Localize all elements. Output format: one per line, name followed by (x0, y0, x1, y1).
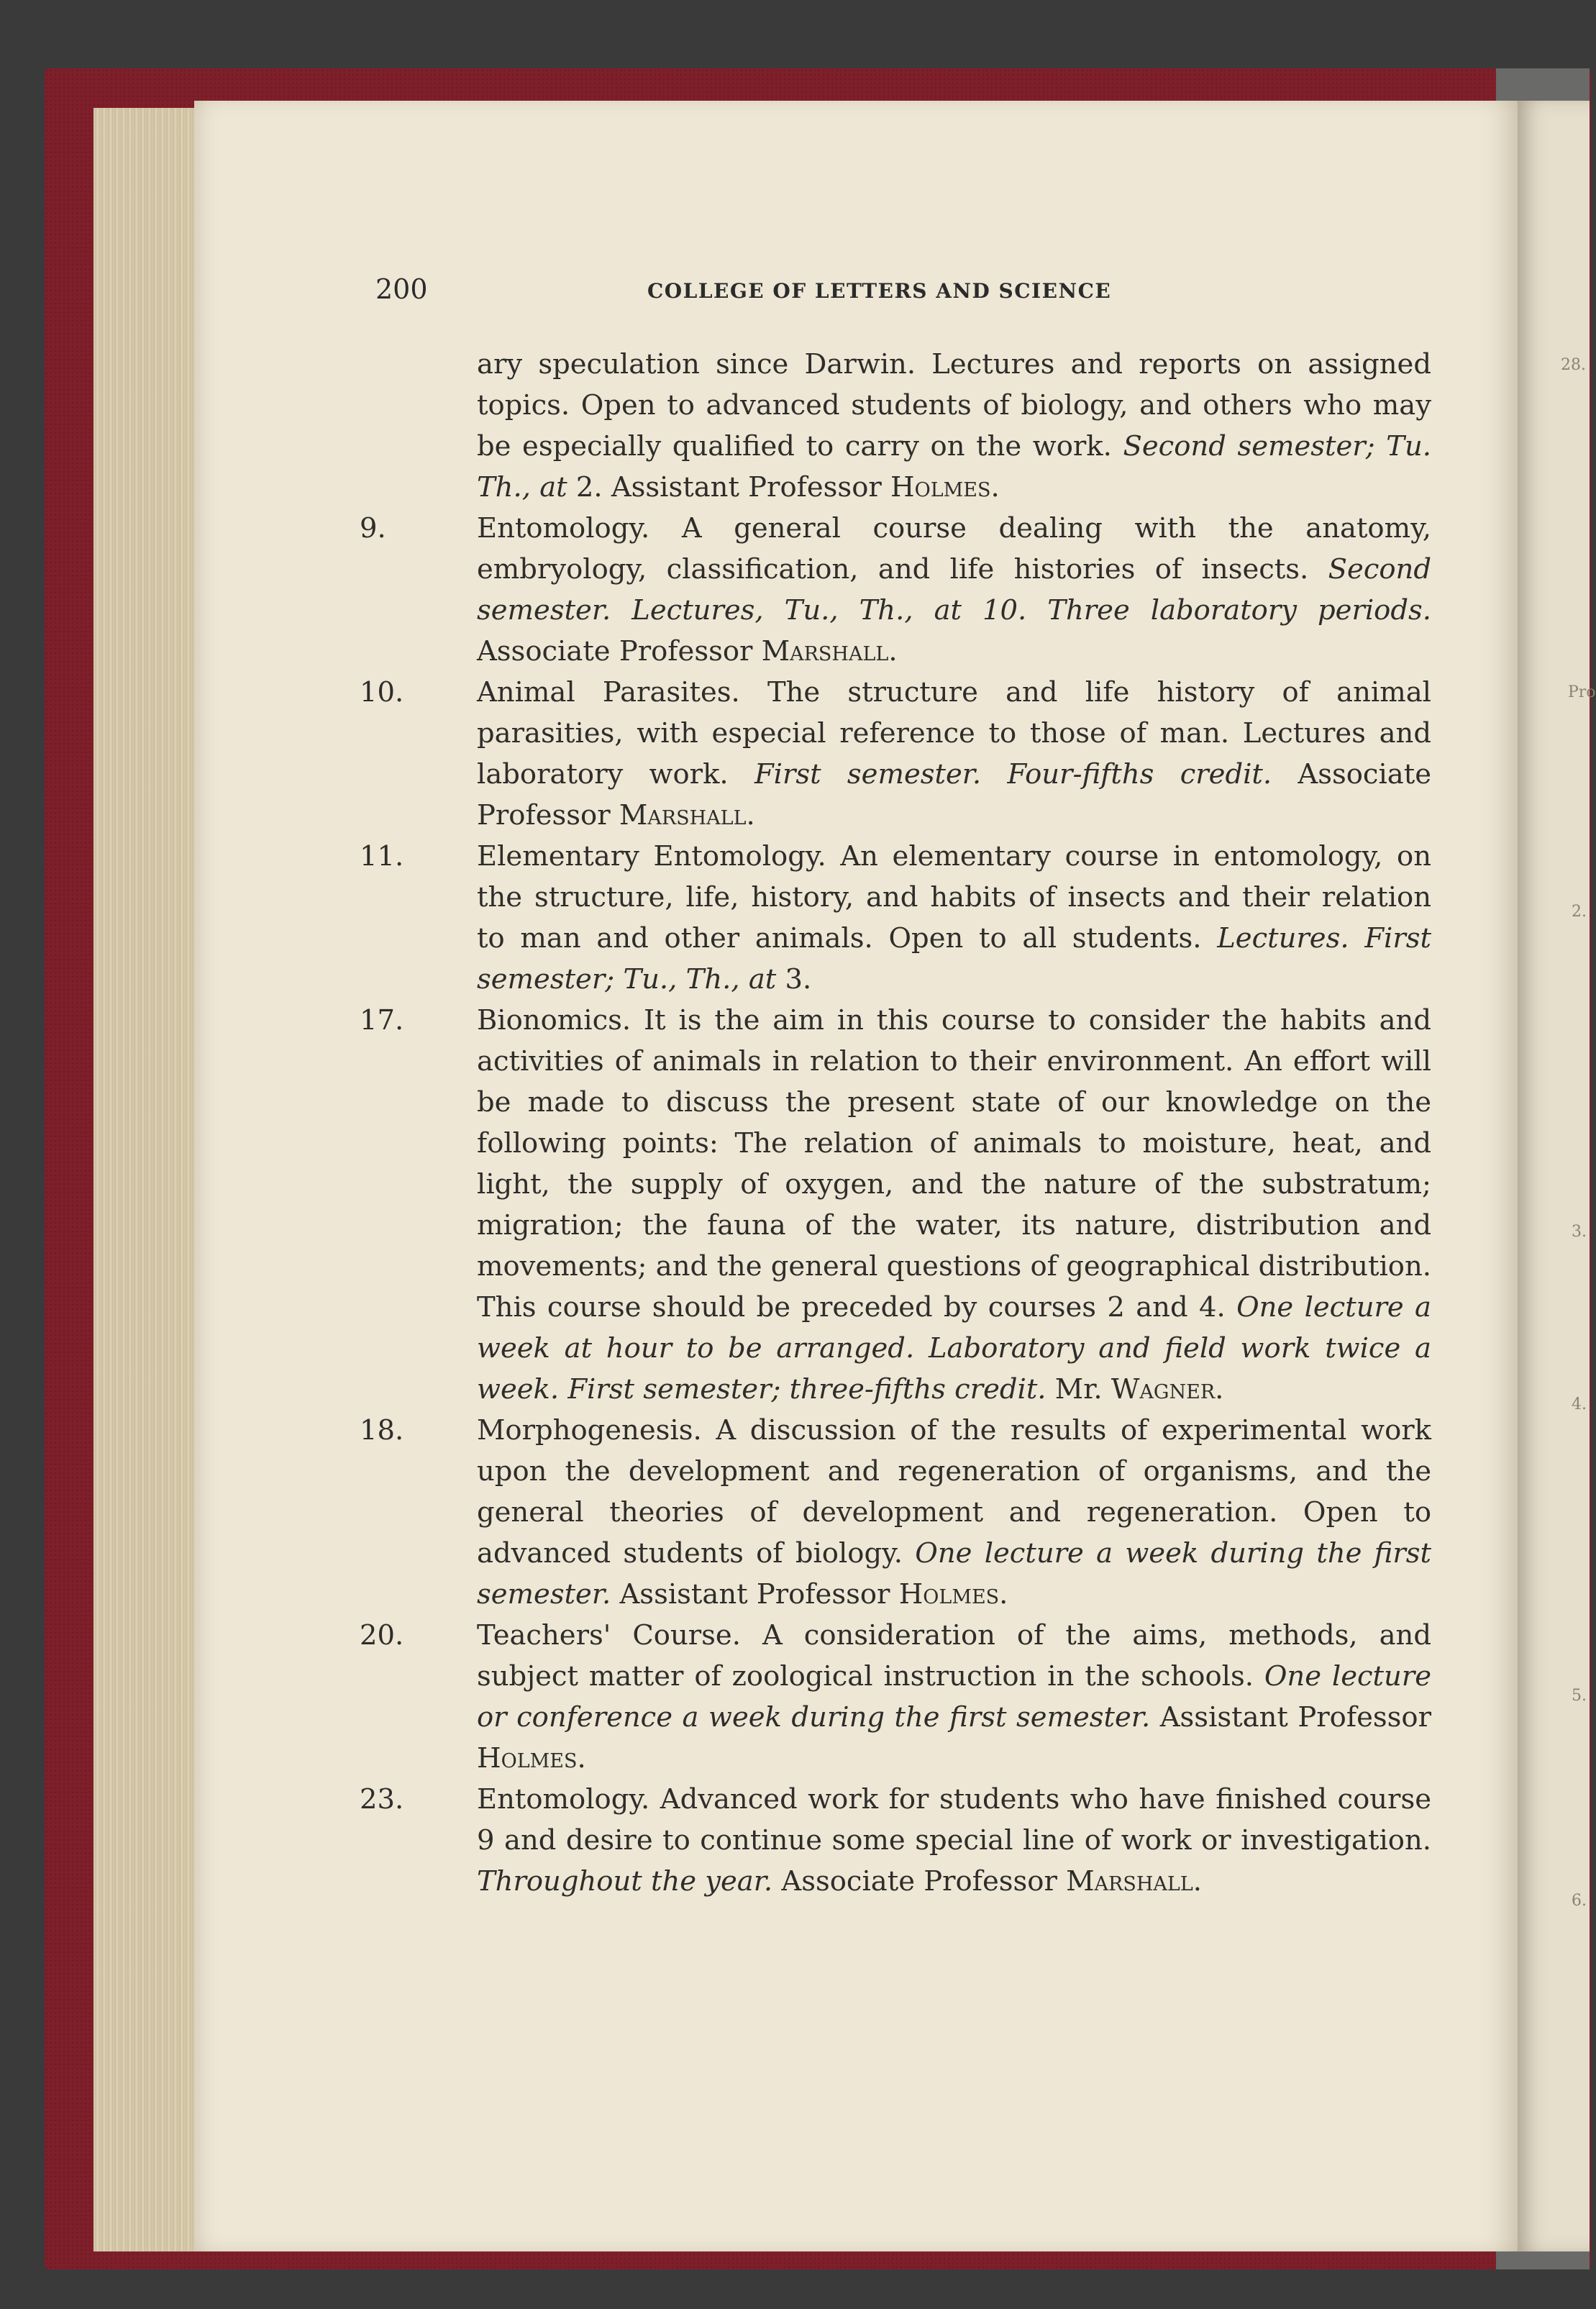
course-description: Entomology. Advanced work for students who have finished course 9 and desire to continue some special line of work or investigation. (477, 1783, 1431, 1857)
course-description: Animal Parasites. The structure and life history of animal parasities, with especial reference to those of man. Lectures and laboratory work. (477, 676, 1431, 791)
schedule-italic: Throughout the year. (477, 1865, 773, 1898)
instructor-prefix: Mr. (1046, 1373, 1111, 1406)
course-number: 11. (360, 840, 404, 873)
instructor-name: Marshall. (619, 799, 755, 832)
course-number: 10. (360, 676, 404, 709)
course-number: 17. (360, 1004, 404, 1037)
page-edges (94, 108, 201, 2251)
instructor-prefix: 3. (776, 963, 812, 996)
adjacent-page (1518, 101, 1590, 2251)
adjacent-page-mark: 5. (1572, 1687, 1587, 1705)
course-entry (360, 672, 1431, 836)
adjacent-page-mark: 2. (1572, 903, 1587, 921)
page-number: 200 (375, 273, 428, 305)
course-list (360, 344, 1431, 1902)
course-entry (360, 1410, 1431, 1615)
adjacent-page-mark: 3. (1572, 1223, 1587, 1241)
continued-paragraph (360, 344, 1431, 508)
course-entry (360, 836, 1431, 1000)
schedule-italic: One lecture or conference a week during the first semester. (477, 1660, 1431, 1734)
instructor-name: Marshall. (1066, 1865, 1202, 1898)
schedule-italic: One lecture a week during the first semester. (477, 1537, 1431, 1611)
course-description: Entomology. A general course dealing with the anatomy, embryology, classification, and life histories of insects. (477, 512, 1431, 586)
instructor-prefix: Associate Professor (477, 758, 1431, 832)
instructor-prefix: Associate Professor (477, 635, 762, 668)
instructor-name: Holmes. (890, 471, 1000, 504)
schedule-italic: One lecture a week at hour to be arranged. Laboratory and field work twice a week. First semester; three-fifths credit. (477, 1291, 1431, 1406)
course-number: 18. (360, 1414, 404, 1447)
instructor-name: Holmes. (898, 1578, 1008, 1611)
adjacent-page-mark: 4. (1572, 1395, 1587, 1413)
schedule-italic: Second semester. Lectures, Tu., Th., at 10. Three laboratory periods. (477, 553, 1431, 627)
course-description: Elementary Entomology. An elementary course in entomology, on the structure, life, history, and habits of insects and their relation to man and other animals. Open to all students. (477, 840, 1431, 955)
adjacent-page-mark: 6. (1572, 1892, 1587, 1910)
adjacent-page-mark: Pro (1568, 683, 1596, 701)
instructor-prefix: Assistant Professor (1150, 1701, 1431, 1734)
course-description: Bionomics. It is the aim in this course to consider the habits and activities of animals in relation to their environment. An effort will be made to discuss the present state of our knowledge on the following points: The relation of animals to moisture, heat, and light, the supply of oxygen, and the nature of the substratum; migration; the fauna of the water, its nature, distribution and movements; and the general questions of geographical distribution. This course should be preceded by courses 2 and 4. (477, 1004, 1431, 1324)
schedule-italic: Second semester; Tu. Th., at (477, 430, 1431, 504)
schedule-italic: First semester. Four-fifths credit. (754, 758, 1272, 791)
instructor-name: Marshall. (761, 635, 898, 668)
course-number: 23. (360, 1783, 404, 1816)
course-description: Morphogenesis. A discussion of the results of experimental work upon the development and regeneration of organisms, and the general theories of development and regeneration. Open to advanced students of biology. (477, 1414, 1431, 1570)
course-description: Teachers' Course. A consideration of the aims, methods, and subject matter of zoological instruction in the schools. (477, 1619, 1431, 1693)
page-header (0, 273, 1590, 309)
schedule-italic: Lectures. First semester; Tu., Th., at (477, 922, 1431, 996)
instructor-name: Holmes. (477, 1742, 586, 1775)
running-head: COLLEGE OF LETTERS AND SCIENCE (647, 279, 1112, 303)
course-entry (360, 1000, 1431, 1410)
instructor-prefix: 2. Assistant Professor (567, 471, 891, 504)
course-number: 9. (360, 512, 386, 545)
instructor-name: Wagner. (1111, 1373, 1224, 1406)
adjacent-page-mark: 28. (1561, 356, 1586, 374)
instructor-prefix: Associate Professor (772, 1865, 1067, 1898)
instructor-prefix: Assistant Professor (611, 1578, 899, 1611)
course-entry (360, 1779, 1431, 1902)
course-entry (360, 1615, 1431, 1779)
course-number: 20. (360, 1619, 404, 1652)
continued-text: ary speculation since Darwin. Lectures and reports on assigned topics. Open to advanced students of biology, and others who may be especially qualified to carry on the work. (477, 348, 1431, 463)
course-entry (360, 508, 1431, 672)
